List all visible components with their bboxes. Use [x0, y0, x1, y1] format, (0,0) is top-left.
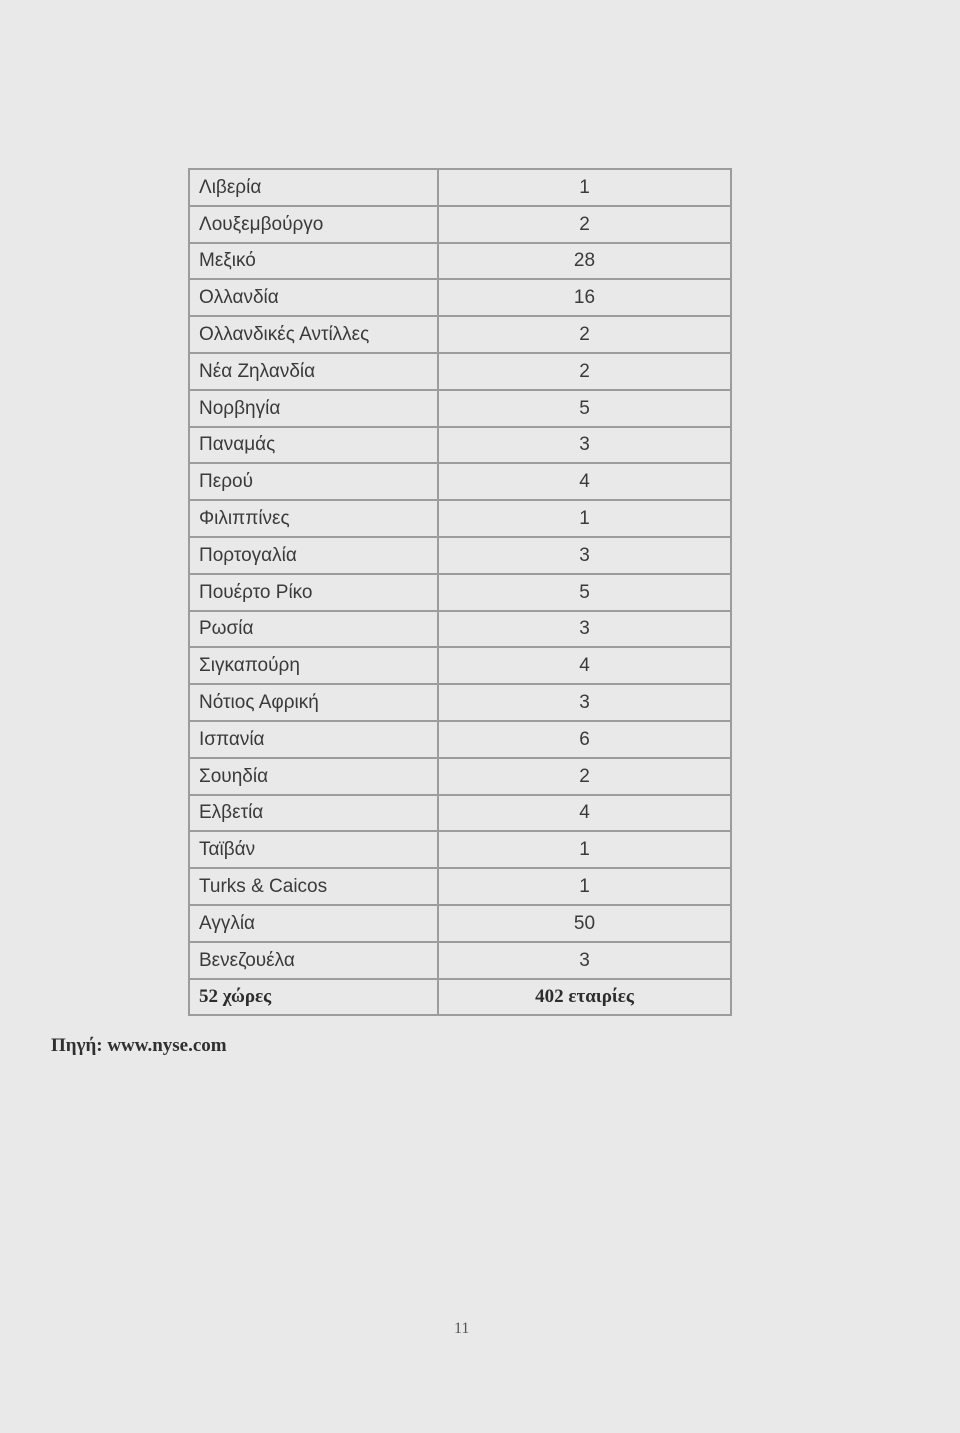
company-count-cell: 2 — [438, 758, 731, 795]
company-count-cell: 1 — [438, 831, 731, 868]
country-cell: Λιβερία — [189, 169, 438, 206]
country-cell: Ταϊβάν — [189, 831, 438, 868]
company-count-cell: 4 — [438, 647, 731, 684]
company-count-cell: 2 — [438, 316, 731, 353]
company-count-cell: 4 — [438, 795, 731, 832]
country-cell: Ολλανδία — [189, 279, 438, 316]
country-cell: Ισπανία — [189, 721, 438, 758]
company-count-cell: 4 — [438, 463, 731, 500]
country-cell: Σουηδία — [189, 758, 438, 795]
table-row — [189, 611, 731, 648]
company-count-cell: 2 — [438, 206, 731, 243]
table-row — [189, 427, 731, 464]
country-cell: Παναμάς — [189, 427, 438, 464]
company-count-cell: 28 — [438, 243, 731, 280]
table-row — [189, 721, 731, 758]
table-total-row — [189, 979, 731, 1016]
table-row — [189, 831, 731, 868]
country-cell: Βενεζουέλα — [189, 942, 438, 979]
country-cell: Turks & Caicos — [189, 868, 438, 905]
company-count-cell: 1 — [438, 169, 731, 206]
company-count-cell: 3 — [438, 427, 731, 464]
company-count-cell: 3 — [438, 537, 731, 574]
total-companies-cell: 402 εταιρίες — [438, 979, 731, 1016]
company-count-cell: 3 — [438, 942, 731, 979]
table-row — [189, 279, 731, 316]
table-row — [189, 206, 731, 243]
company-count-cell: 1 — [438, 868, 731, 905]
company-count-cell: 2 — [438, 353, 731, 390]
country-cell: Φιλιππίνες — [189, 500, 438, 537]
table-row — [189, 905, 731, 942]
company-count-cell: 16 — [438, 279, 731, 316]
country-cell: Περού — [189, 463, 438, 500]
company-count-cell: 50 — [438, 905, 731, 942]
table-row — [189, 390, 731, 427]
company-count-cell: 5 — [438, 574, 731, 611]
company-count-cell: 3 — [438, 611, 731, 648]
table-row — [189, 537, 731, 574]
page-number: 11 — [454, 1320, 470, 1337]
table-row — [189, 647, 731, 684]
table-row — [189, 243, 731, 280]
companies-by-country-table — [188, 168, 732, 1016]
table-row — [189, 684, 731, 721]
country-cell: Ελβετία — [189, 795, 438, 832]
table-row — [189, 316, 731, 353]
country-cell: Πορτογαλία — [189, 537, 438, 574]
country-cell: Πουέρτο Ρίκο — [189, 574, 438, 611]
country-cell: Ρωσία — [189, 611, 438, 648]
table-row — [189, 942, 731, 979]
country-cell: Μεξικό — [189, 243, 438, 280]
company-count-cell: 6 — [438, 721, 731, 758]
total-countries-cell: 52 χώρες — [189, 979, 438, 1016]
table-row — [189, 574, 731, 611]
country-cell: Νέα Ζηλανδία — [189, 353, 438, 390]
country-cell: Ολλανδικές Αντίλλες — [189, 316, 438, 353]
company-count-cell: 1 — [438, 500, 731, 537]
country-cell: Νότιος Αφρική — [189, 684, 438, 721]
country-cell: Νορβηγία — [189, 390, 438, 427]
company-count-cell: 5 — [438, 390, 731, 427]
country-cell: Αγγλία — [189, 905, 438, 942]
table-body — [189, 169, 731, 1015]
country-cell: Λουξεμβούργο — [189, 206, 438, 243]
table-row — [189, 868, 731, 905]
table-row — [189, 758, 731, 795]
table-row — [189, 463, 731, 500]
table-row — [189, 169, 731, 206]
table-row — [189, 795, 731, 832]
country-cell: Σιγκαπούρη — [189, 647, 438, 684]
company-count-cell: 3 — [438, 684, 731, 721]
table-row — [189, 353, 731, 390]
source-note: Πηγή: www.nyse.com — [51, 1035, 227, 1056]
table-row — [189, 500, 731, 537]
